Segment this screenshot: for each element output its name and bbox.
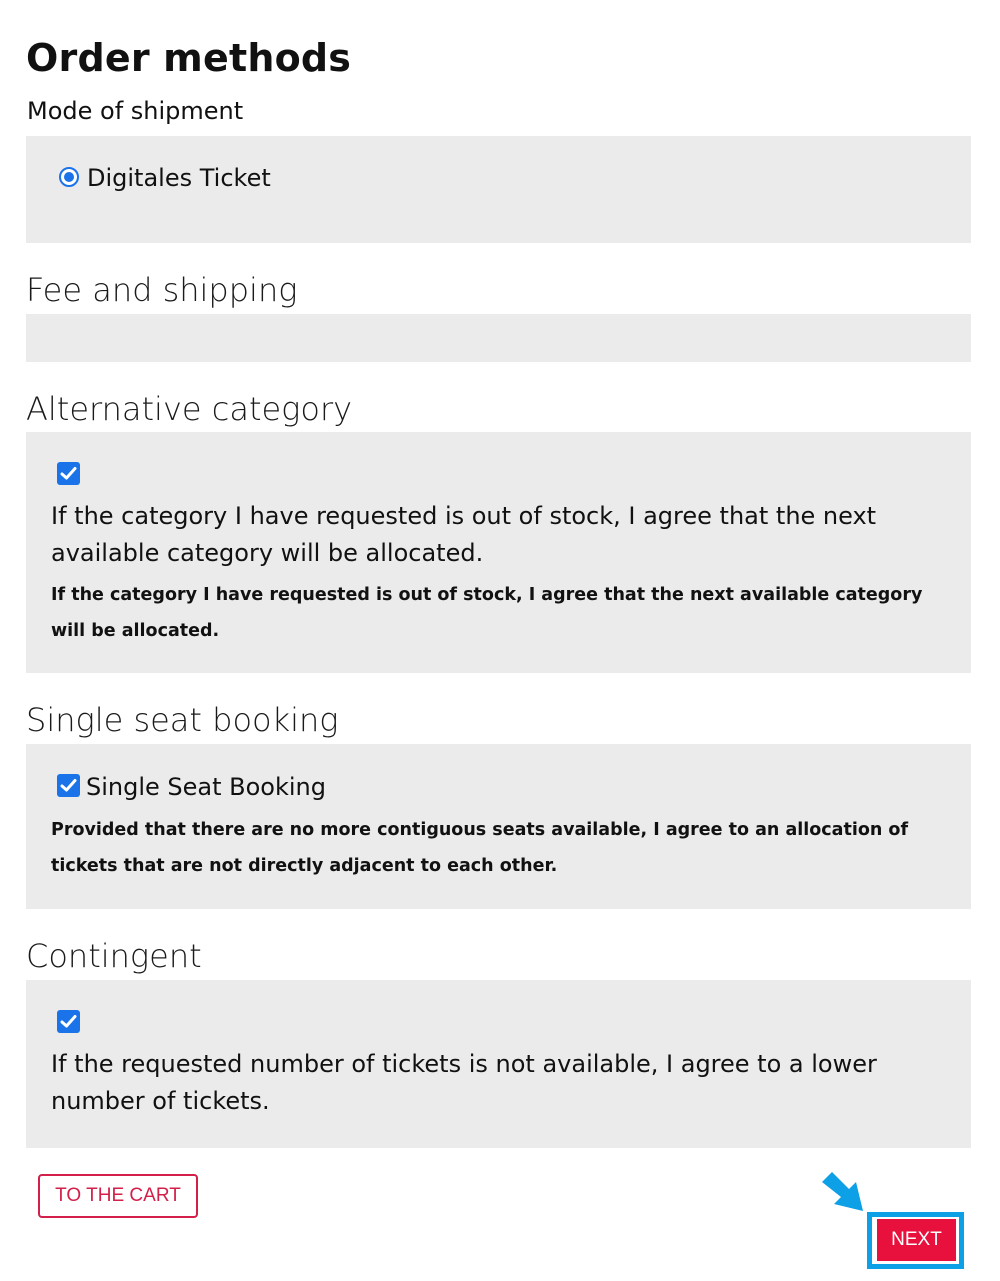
shipment-subtitle: Mode of shipment xyxy=(27,97,244,125)
contingent-text: If the requested number of tickets is not available, I agree to a lower number of tickets. xyxy=(51,1050,877,1115)
single-seat-panel xyxy=(26,744,971,909)
page-title: Order methods xyxy=(26,36,352,80)
contingent-checkbox[interactable] xyxy=(57,1010,80,1033)
alternative-text: If the category I have requested is out of stock, I agree that the next available category will be allocated. xyxy=(51,502,877,567)
check-icon xyxy=(60,466,77,481)
shipment-panel xyxy=(26,136,971,243)
check-icon xyxy=(60,778,77,793)
alternative-note: If the category I have requested is out of stock, I agree that the next available category will be allocated. xyxy=(51,585,923,641)
fee-section-title: Fee and shipping xyxy=(26,271,298,309)
single-seat-section-title: Single seat booking xyxy=(26,701,339,739)
contingent-section-title: Contingent xyxy=(26,937,202,975)
alternative-section-title: Alternative category xyxy=(26,390,353,428)
digital-ticket-radio[interactable] xyxy=(59,167,79,187)
next-button[interactable]: NEXT xyxy=(877,1219,956,1261)
alternative-panel xyxy=(26,432,971,673)
single-seat-checkbox[interactable] xyxy=(57,774,80,797)
fee-panel xyxy=(26,314,971,362)
to-cart-button[interactable]: TO THE CART xyxy=(38,1174,198,1218)
check-icon xyxy=(60,1014,77,1029)
digital-ticket-label[interactable]: Digitales Ticket xyxy=(87,164,271,192)
contingent-panel xyxy=(26,980,971,1148)
alternative-checkbox[interactable] xyxy=(57,462,80,485)
single-seat-label[interactable]: Single Seat Booking xyxy=(86,773,326,801)
pointer-arrow-icon xyxy=(820,1170,866,1214)
single-seat-note: Provided that there are no more contiguous seats available, I agree to an allocation of tickets that are not directly adjacent to each other. xyxy=(51,820,909,876)
